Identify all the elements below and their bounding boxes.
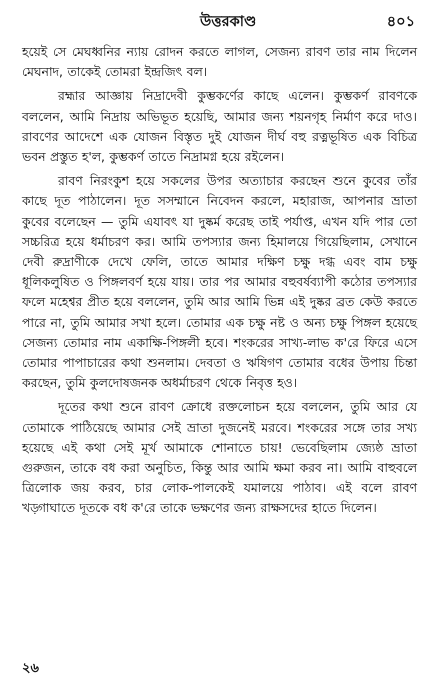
paragraph-3: রাবণ নিরংকুশ হয়ে সকলের উপর অত্যাচার করছেন শুনে কুবের তাঁর কাছে দূত পাঠালেন। দূত সসম্মানে নিবেদন করলে, মহারাজ, আপনার ভ্রাতা কুবের বলেছেন — তুমি এযাবৎ যা দুষ্কর্ম করেছ তাই পর্যাপ্ত, এখন যদি পার তো সচ্চরিত্র হয়ে ধর্মাচরণ কর। আমি তপস্যার জন্য হিমালয়ে গিয়েছিলাম, সেখানে দেবী রুদ্রাণীকে দেখে ফেলি, তাতে আমার দক্ষিণ চক্ষু দগ্ধ এবং বাম চক্ষু ধূলিকলুষিত ও পিঙ্গলবর্ণ হয়ে যায়। তার পর আমার বহুবর্ষব্যাপী কঠোর তপস্যার ফলে মহেশ্বর প্রীত হয়ে বললেন, তুমি আর আমি ভিন্ন এই দুষ্কর ব্রত কেউ করতে পারে না, তুমি আমার সখা হলে। তোমার এক চক্ষু নষ্ট ও অন্য চক্ষু পিঙ্গল হয়েছে সেজন্য তোমার নাম একাক্ষি-পিঙ্গলী হবে। শংকরের সাখ্য-লাভ ক'রে ফিরে এসে তোমার পাপাচারের কথা শুনলাম। দেবতা ও ঋষিগণ তোমার বধের উপায় চিন্তা করছেন, তুমি কুলদোষজনক অধর্মাচরণ থেকে নিবৃত্ত হও। <box>22 173 417 391</box>
chapter-title: উত্তরকাণ্ড <box>200 14 257 30</box>
page-number: ৪০১ <box>386 14 415 30</box>
paragraph-4: দূতের কথা শুনে রাবণ ক্রোধে রক্তলোচন হয়ে বললেন, তুমি আর যে তোমাকে পাঠিয়েছে আমার সেই ভ্রাতা দুজনেই মরবে। শংকরের সঙ্গে তার সখ্য হয়েছে এই কথা সেই মূর্খ আমাকে শোনাতে চায়! ভেবেছিলাম জ্যেষ্ঠ ভ্রাতা গুরুজন, তাকে বধ করা অনুচিত, কিন্তু আর আমি ক্ষমা করব না। আমি বাহুবলে ত্রিলোক জয় করব, চার লোক-পালকেই যমালয়ে পাঠাব। এই বলে রাবণ খড়্গাঘাতে দূতকে বধ ক'রে তাকে ভক্ষণের জন্য রাক্ষসদের হাতে দিলেন। <box>22 399 417 516</box>
page-header <box>22 12 417 42</box>
paragraph-2: রহ্মার আজ্ঞায় নিদ্রাদেবী কুম্ভকর্ণের কাছে এলেন। কুম্ভকর্ণ রাবণকে বললেন, আমি নিদ্রায় অভিভূত হয়েছি, আমার জন্য শয়নগৃহ নির্মাণ করে দাও। রাবণের আদেশে এক যোজন বিস্তৃত দুই যোজন দীর্ঘ বহু রত্নভূষিত এক বিচিত্র ভবন প্রস্তুত হ'ল, কুম্ভকর্ণ তাতে নিদ্রামগ্ন হয়ে রইলেন। <box>22 88 417 165</box>
paragraph-1: হয়েই সে মেঘধ্বনির ন্যায় রোদন করতে লাগল, সেজন্য রাবণ তার নাম দিলেন মেঘনাদ, তাকেই তোমরা ইন্দ্রজিৎ বল। <box>22 44 417 80</box>
signature-mark: ২৬ <box>22 661 39 676</box>
